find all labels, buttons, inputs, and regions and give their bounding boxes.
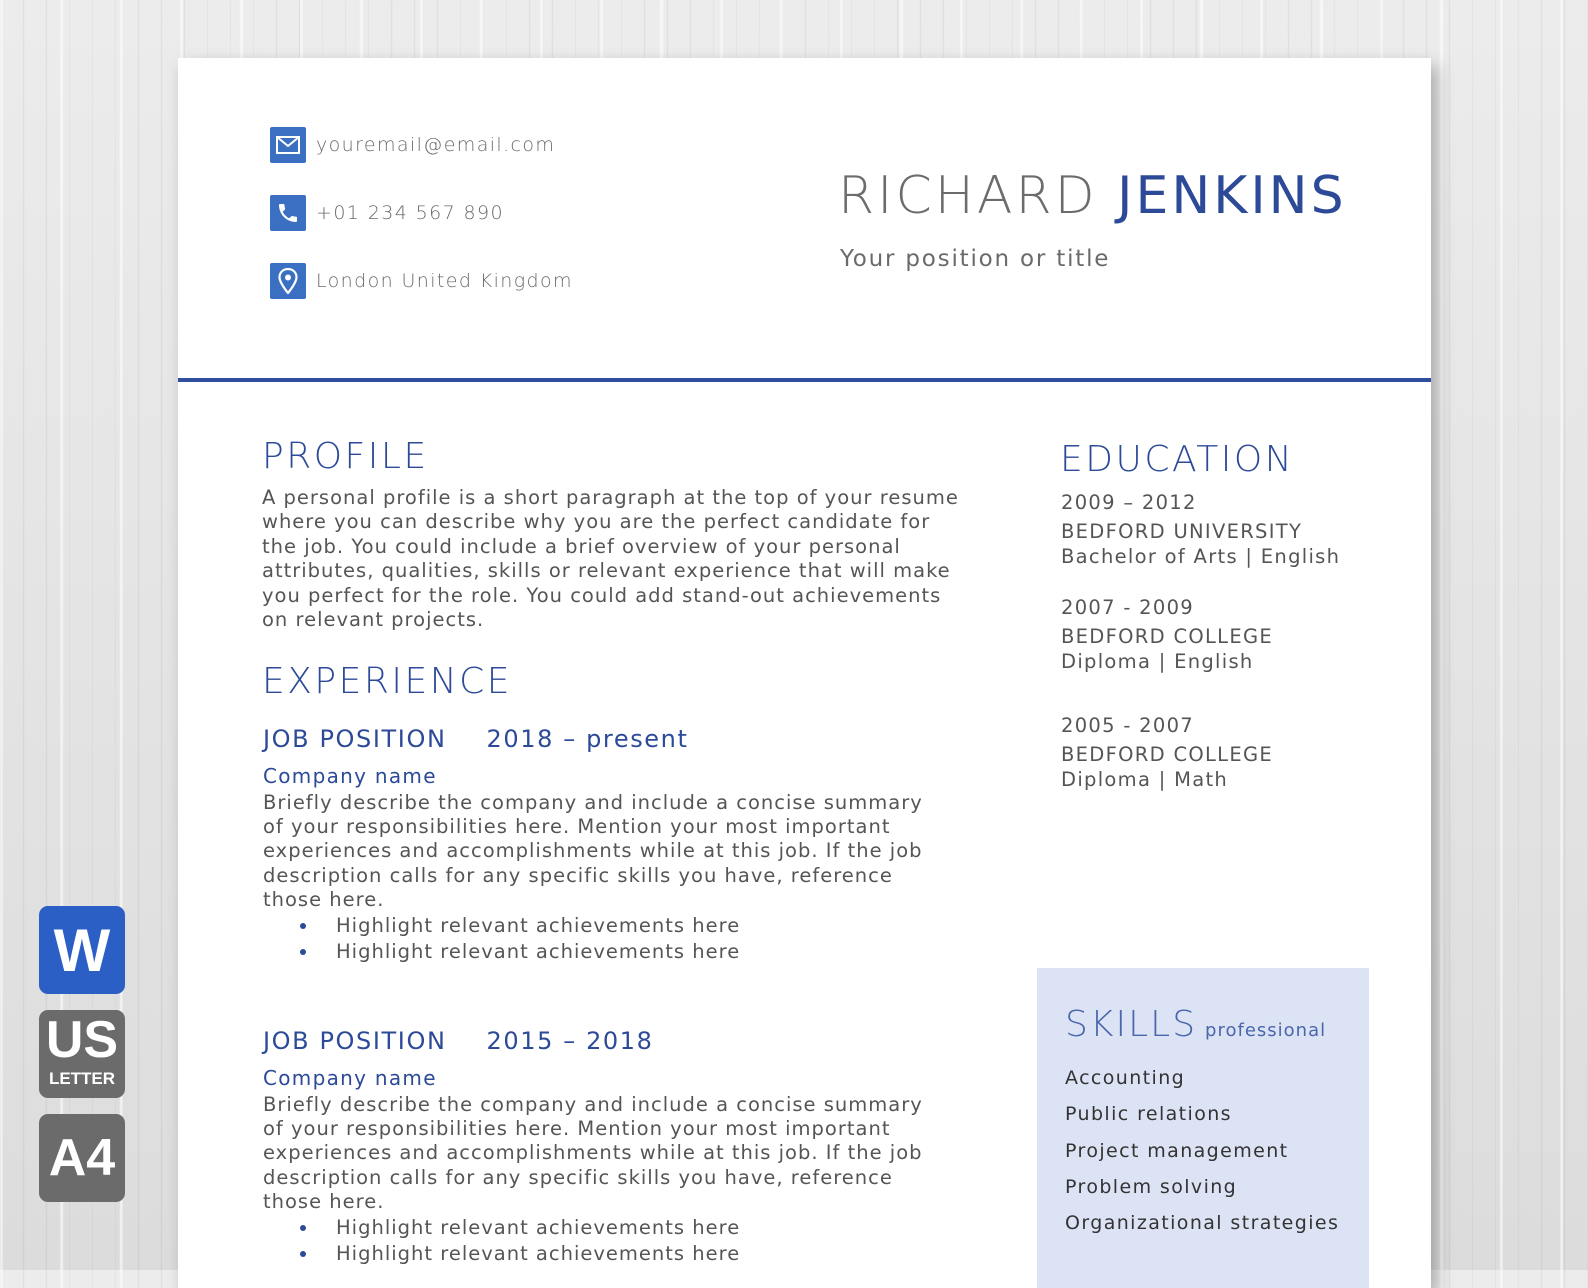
contact-location <box>270 263 573 299</box>
us-letter-badge <box>39 1010 125 1098</box>
phone-icon <box>270 195 306 231</box>
profile-heading: PROFILE <box>262 436 429 477</box>
location-text: London United Kingdom <box>316 270 573 292</box>
last-name: JENKINS <box>1117 166 1347 226</box>
skills-panel <box>1037 968 1369 1288</box>
company-name: Company name <box>263 764 437 788</box>
experience-heading: EXPERIENCE <box>262 661 513 702</box>
profile-text: A personal profile is a short paragraph at the top of your resume where you can describe why you are the perfect candidate for the job. You could include a brief overview of your personal attributes, qualities, skills or relevant experience that will make you perfect for the role. You could add stand-out achievements on relevant projects. <box>262 486 959 632</box>
education-entry <box>1061 714 1391 792</box>
list-item: Highlight relevant achievements here <box>298 1215 740 1241</box>
phone-text: +01 234 567 890 <box>316 202 505 224</box>
contact-phone <box>270 195 504 231</box>
education-years: 2009 – 2012 <box>1061 491 1197 514</box>
job-description: Briefly describe the company and include a concise summary of your responsibilities here. Mention your most important experiences and accomplishments while at this job. If the job description calls for any specific skills you have, reference those here. <box>263 1093 923 1213</box>
list-item: Problem solving <box>1065 1175 1238 1198</box>
list-item: Highlight relevant achievements here <box>298 939 740 965</box>
first-name: RICHARD <box>838 166 1098 226</box>
education-degree: Bachelor of Arts | English <box>1061 544 1341 568</box>
envelope-icon <box>270 127 306 163</box>
position-title: Your position or title <box>840 246 1111 272</box>
job-title-2 <box>263 1027 654 1055</box>
contact-email <box>270 127 555 163</box>
skills-subtitle: professional <box>1205 1020 1327 1041</box>
list-item: Accounting <box>1065 1067 1186 1089</box>
education-school: BEDFORD UNIVERSITY <box>1061 519 1303 543</box>
education-degree: Diploma | English <box>1061 649 1254 673</box>
a4-badge: A4 <box>39 1114 125 1202</box>
skills-heading <box>1065 1004 1326 1045</box>
word-badge: W <box>39 906 125 994</box>
letter-label: LETTER <box>48 1069 116 1088</box>
company-name: Company name <box>263 1066 437 1090</box>
job-years: 2015 – 2018 <box>486 1027 654 1055</box>
header-divider <box>178 378 1431 382</box>
list-item: Organizational strategies <box>1065 1212 1340 1235</box>
list-item: Project management <box>1065 1139 1289 1162</box>
us-label: US <box>45 1011 119 1069</box>
job-position: JOB POSITION <box>263 725 447 753</box>
email-text: youremail@email.com <box>316 134 556 156</box>
list-item: Highlight relevant achievements here <box>298 913 740 939</box>
list-item: Public relations <box>1065 1103 1232 1126</box>
education-entry <box>1061 491 1391 569</box>
skills-title: SKILLS <box>1065 1004 1198 1045</box>
education-heading: EDUCATION <box>1060 439 1295 480</box>
job-title-1 <box>263 725 689 753</box>
education-entry <box>1061 596 1391 674</box>
job-years: 2018 – present <box>486 725 689 753</box>
education-school: BEDFORD COLLEGE <box>1061 624 1273 648</box>
location-pin-icon <box>270 263 306 299</box>
job-description: Briefly describe the company and include a concise summary of your responsibilities here. Mention your most important experiences and accomplishments while at this job. If the job description calls for any specific skills you have, reference those here. <box>263 791 923 911</box>
skills-list <box>1065 1060 1339 1241</box>
list-item: Highlight relevant achievements here <box>298 1241 740 1267</box>
education-school: BEDFORD COLLEGE <box>1061 742 1273 766</box>
achievement-list <box>298 1215 740 1266</box>
achievement-list <box>298 913 740 964</box>
candidate-name <box>838 166 1347 226</box>
education-degree: Diploma | Math <box>1061 767 1229 791</box>
job-position: JOB POSITION <box>263 1027 447 1055</box>
education-years: 2007 - 2009 <box>1061 596 1194 619</box>
resume-page <box>178 58 1431 1288</box>
education-years: 2005 - 2007 <box>1061 714 1194 737</box>
